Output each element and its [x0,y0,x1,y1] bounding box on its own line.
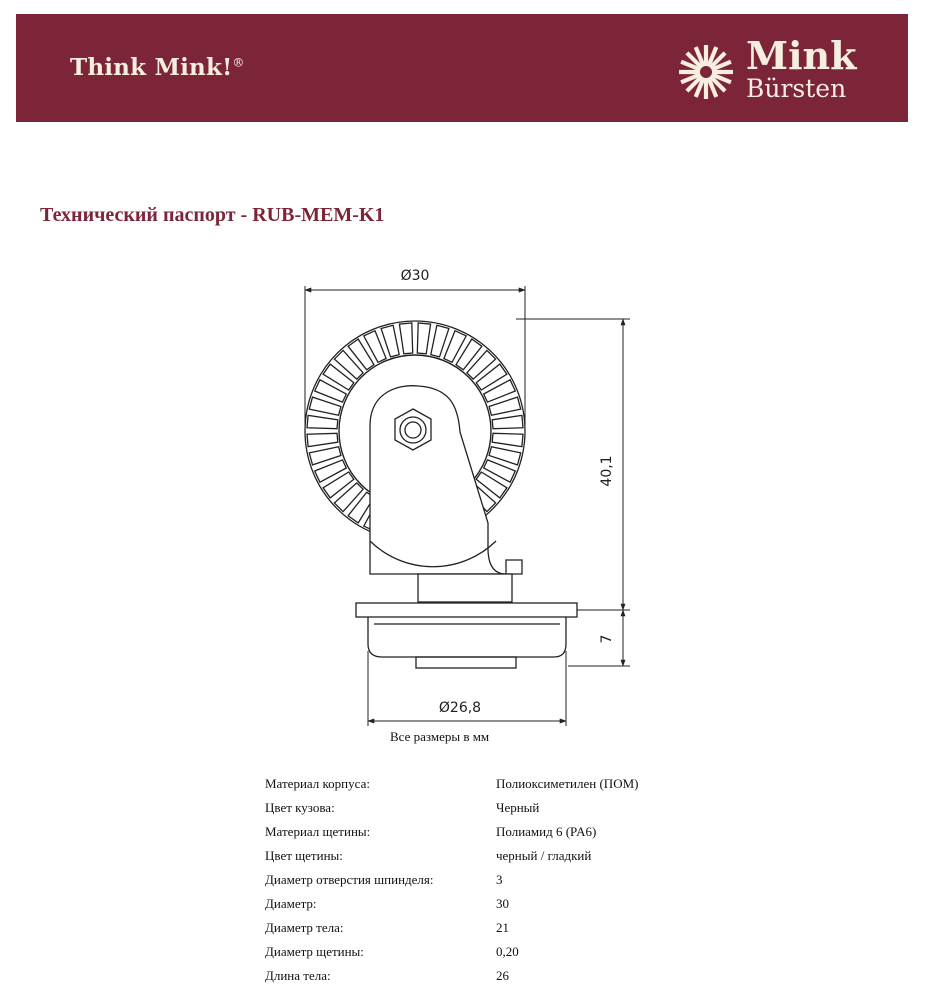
base-foot [416,657,516,668]
spec-value: 21 [496,920,509,935]
spec-value: 3 [496,872,503,887]
brand-subname: Bürsten [746,74,847,103]
registered-mark: ® [232,55,245,70]
page-title: Технический паспорт - RUB-MEM-K1 [40,204,385,226]
spec-row [265,868,638,892]
technical-drawing [290,256,650,726]
base [368,617,566,657]
bristle-segment [456,339,482,370]
header-banner [16,14,908,122]
spec-label: Длина тела: [265,968,331,983]
spec-table [265,772,638,988]
bristle-segment [334,350,363,379]
spec-row [265,940,638,964]
spec-value: 30 [496,896,509,911]
slogan-text: Think Mink! [70,54,233,81]
brand-name: Mink [746,33,857,78]
units-caption: Все размеры в мм [390,729,490,744]
bristle-segment [323,472,354,498]
spec-row [265,796,638,820]
bristle-segment [348,339,374,370]
bristle-segment [467,350,496,379]
spec-label: Диаметр отверстия шпинделя: [265,872,434,887]
spec-value: 0,20 [496,944,519,959]
neck [418,574,512,602]
spec-label: Диаметр тела: [265,920,344,935]
spec-label: Цвет щетины: [265,848,343,863]
bristle-segment [307,415,338,428]
slogan [70,54,245,81]
bristle-segment [307,433,338,446]
spec-value: Полиамид 6 (PA6) [496,824,597,839]
bristle-segment [323,364,354,390]
bristle-segment [476,472,507,498]
spec-row [265,892,638,916]
flange [356,603,577,617]
spec-label: Цвет кузова: [265,800,335,815]
dim-height: 40,1 [599,455,615,487]
spec-value: Черный [496,800,540,815]
dim-diameter-top: Ø30 [400,268,430,284]
bristle-segment [492,415,523,428]
spec-row [265,820,638,844]
bristle-segment [334,483,363,512]
spec-value: Полиоксиметилен (ПОМ) [496,776,639,791]
bristle-segment [476,364,507,390]
spec-row [265,844,638,868]
spec-label: Материал корпуса: [265,776,370,791]
spec-label: Диаметр щетины: [265,944,364,959]
spec-row [265,964,638,988]
brand-logo [676,33,876,116]
brush-burst-icon [676,42,736,102]
bristle-segment [399,323,412,354]
spec-value: черный / гладкий [496,848,592,863]
spec-label: Диаметр: [265,896,317,911]
spec-row [265,916,638,940]
spec-value: 26 [496,968,509,983]
dim-base-height: 7 [599,634,615,644]
spec-label: Материал щетины: [265,824,371,839]
bristle-segment [492,433,523,446]
dim-diameter-bottom: Ø26,8 [438,700,482,716]
spec-row [265,772,638,796]
bristle-segment [417,323,430,354]
